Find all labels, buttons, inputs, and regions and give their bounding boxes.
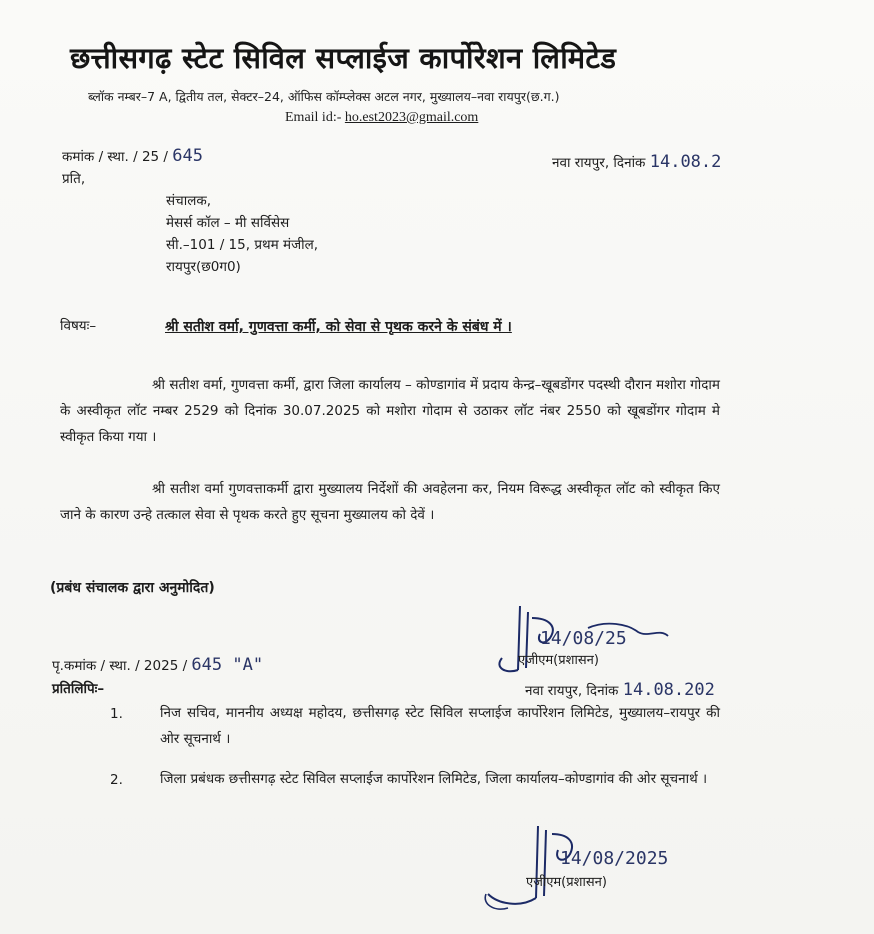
recipient-to-label: प्रति, (62, 171, 86, 187)
copy-item-text: जिला प्रबंधक छत्तीसगढ़ स्टेट सिविल सप्लाईज कार्पोरेशन लिमिटेड, जिला कार्यालय–कोण्डागांव की ओर सूचनार्थ । (160, 771, 708, 787)
copy-item-number: 2. (110, 772, 123, 788)
organization-address: ब्लॉक नम्बर–7 A, द्वितीय तल, सेक्टर–24, ऑफिस कॉम्प्लेक्स अटल नगर, मुख्यालय–नवा रायपुर(छ.ग.) (88, 89, 560, 104)
signature-2-date: 14/08/2025 (560, 848, 669, 869)
recipient-line: सी.–101 / 15, प्रथम मंजील, (166, 237, 319, 253)
signature-2-scribble (480, 820, 720, 920)
letter-date (552, 152, 721, 172)
copy-item-number: 1. (110, 706, 123, 722)
recipient-line: संचालक, (166, 193, 212, 209)
reference-label: कमांक / स्था. / 25 / (62, 149, 168, 165)
body-paragraph-1: श्री सतीश वर्मा, गुणवत्ता कर्मी, द्वारा जिला कार्यालय – कोण्डागांव में प्रदाय केन्द्र–खूबडोंगर पदस्थी दौरान मशोरा गोदाम के अस्वीकृत लॉट नम्बर 2529 को दिनांक 30.07.2025 को मशोरा गोदाम से उठाकर लॉट नंबर 2550 को खूबडोंगर गोदाम मे स्वीकृत किया गया । (60, 377, 720, 445)
date-label: नवा रायपुर, दिनांक (552, 155, 646, 171)
signature-1-date: 14/08/25 (540, 628, 627, 649)
copy-reference-number: 645 "A" (191, 655, 264, 675)
email-line (285, 110, 478, 126)
subject-label: विषयः– (60, 318, 97, 334)
email-link[interactable]: ho.est2023@gmail.com (344, 110, 479, 125)
recipient-line: मेसर्स कॉल – मी सर्विसेस (166, 215, 290, 231)
date-handwritten: 14.08.2 (649, 152, 722, 172)
approval-note: (प्रबंध संचालक द्वारा अनुमोदित) (50, 580, 215, 596)
recipient-line: रायपुर(छ0ग0) (166, 259, 241, 275)
reference-number (62, 146, 203, 166)
copy-item-text: निज सचिव, माननीय अध्यक्ष महोदय, छत्तीसगढ़ स्टेट सिविल सप्लाईज कार्पोरेशन लिमिटेड, मुख्यालय–रायपुर की ओर सूचनार्थ । (160, 705, 720, 747)
email-label: Email id:- (285, 110, 342, 125)
reference-handwritten-number: 645 (172, 146, 203, 166)
copy-date (525, 680, 715, 700)
organization-title: छत्तीसगढ़ स्टेट सिविल सप्लाईज कार्पोरेशन लिमिटेड (70, 41, 617, 75)
signature-2-designation: एजीएम(प्रशासन) (526, 875, 607, 890)
copy-date-handwritten: 14.08.202 (622, 680, 715, 700)
copy-date-label: नवा रायपुर, दिनांक (525, 683, 619, 699)
subject-text: श्री सतीश वर्मा, गुणवत्ता कर्मी, को सेवा से पृथक करने के संबंध में । (165, 319, 512, 335)
signature-block-2 (480, 820, 720, 920)
copy-reference (52, 655, 263, 675)
signature-1-designation: एजीएम(प्रशासन) (518, 653, 599, 668)
copy-label: प्रतिलिपिः– (52, 681, 105, 697)
copy-reference-label: पृ.कमांक / स्था. / 2025 / (52, 658, 188, 674)
signature-block-1 (488, 598, 708, 688)
body-paragraph-2: श्री सतीश वर्मा गुणवत्ताकर्मी द्वारा मुख्यालय निर्देशों की अवहेलना कर, नियम विरूद्ध अस्वीकृत लॉट को स्वीकृत किए जाने के कारण उन्हे तत्काल सेवा से पृथक करते हुए सूचना मुख्यालय को देवें । (60, 481, 720, 523)
